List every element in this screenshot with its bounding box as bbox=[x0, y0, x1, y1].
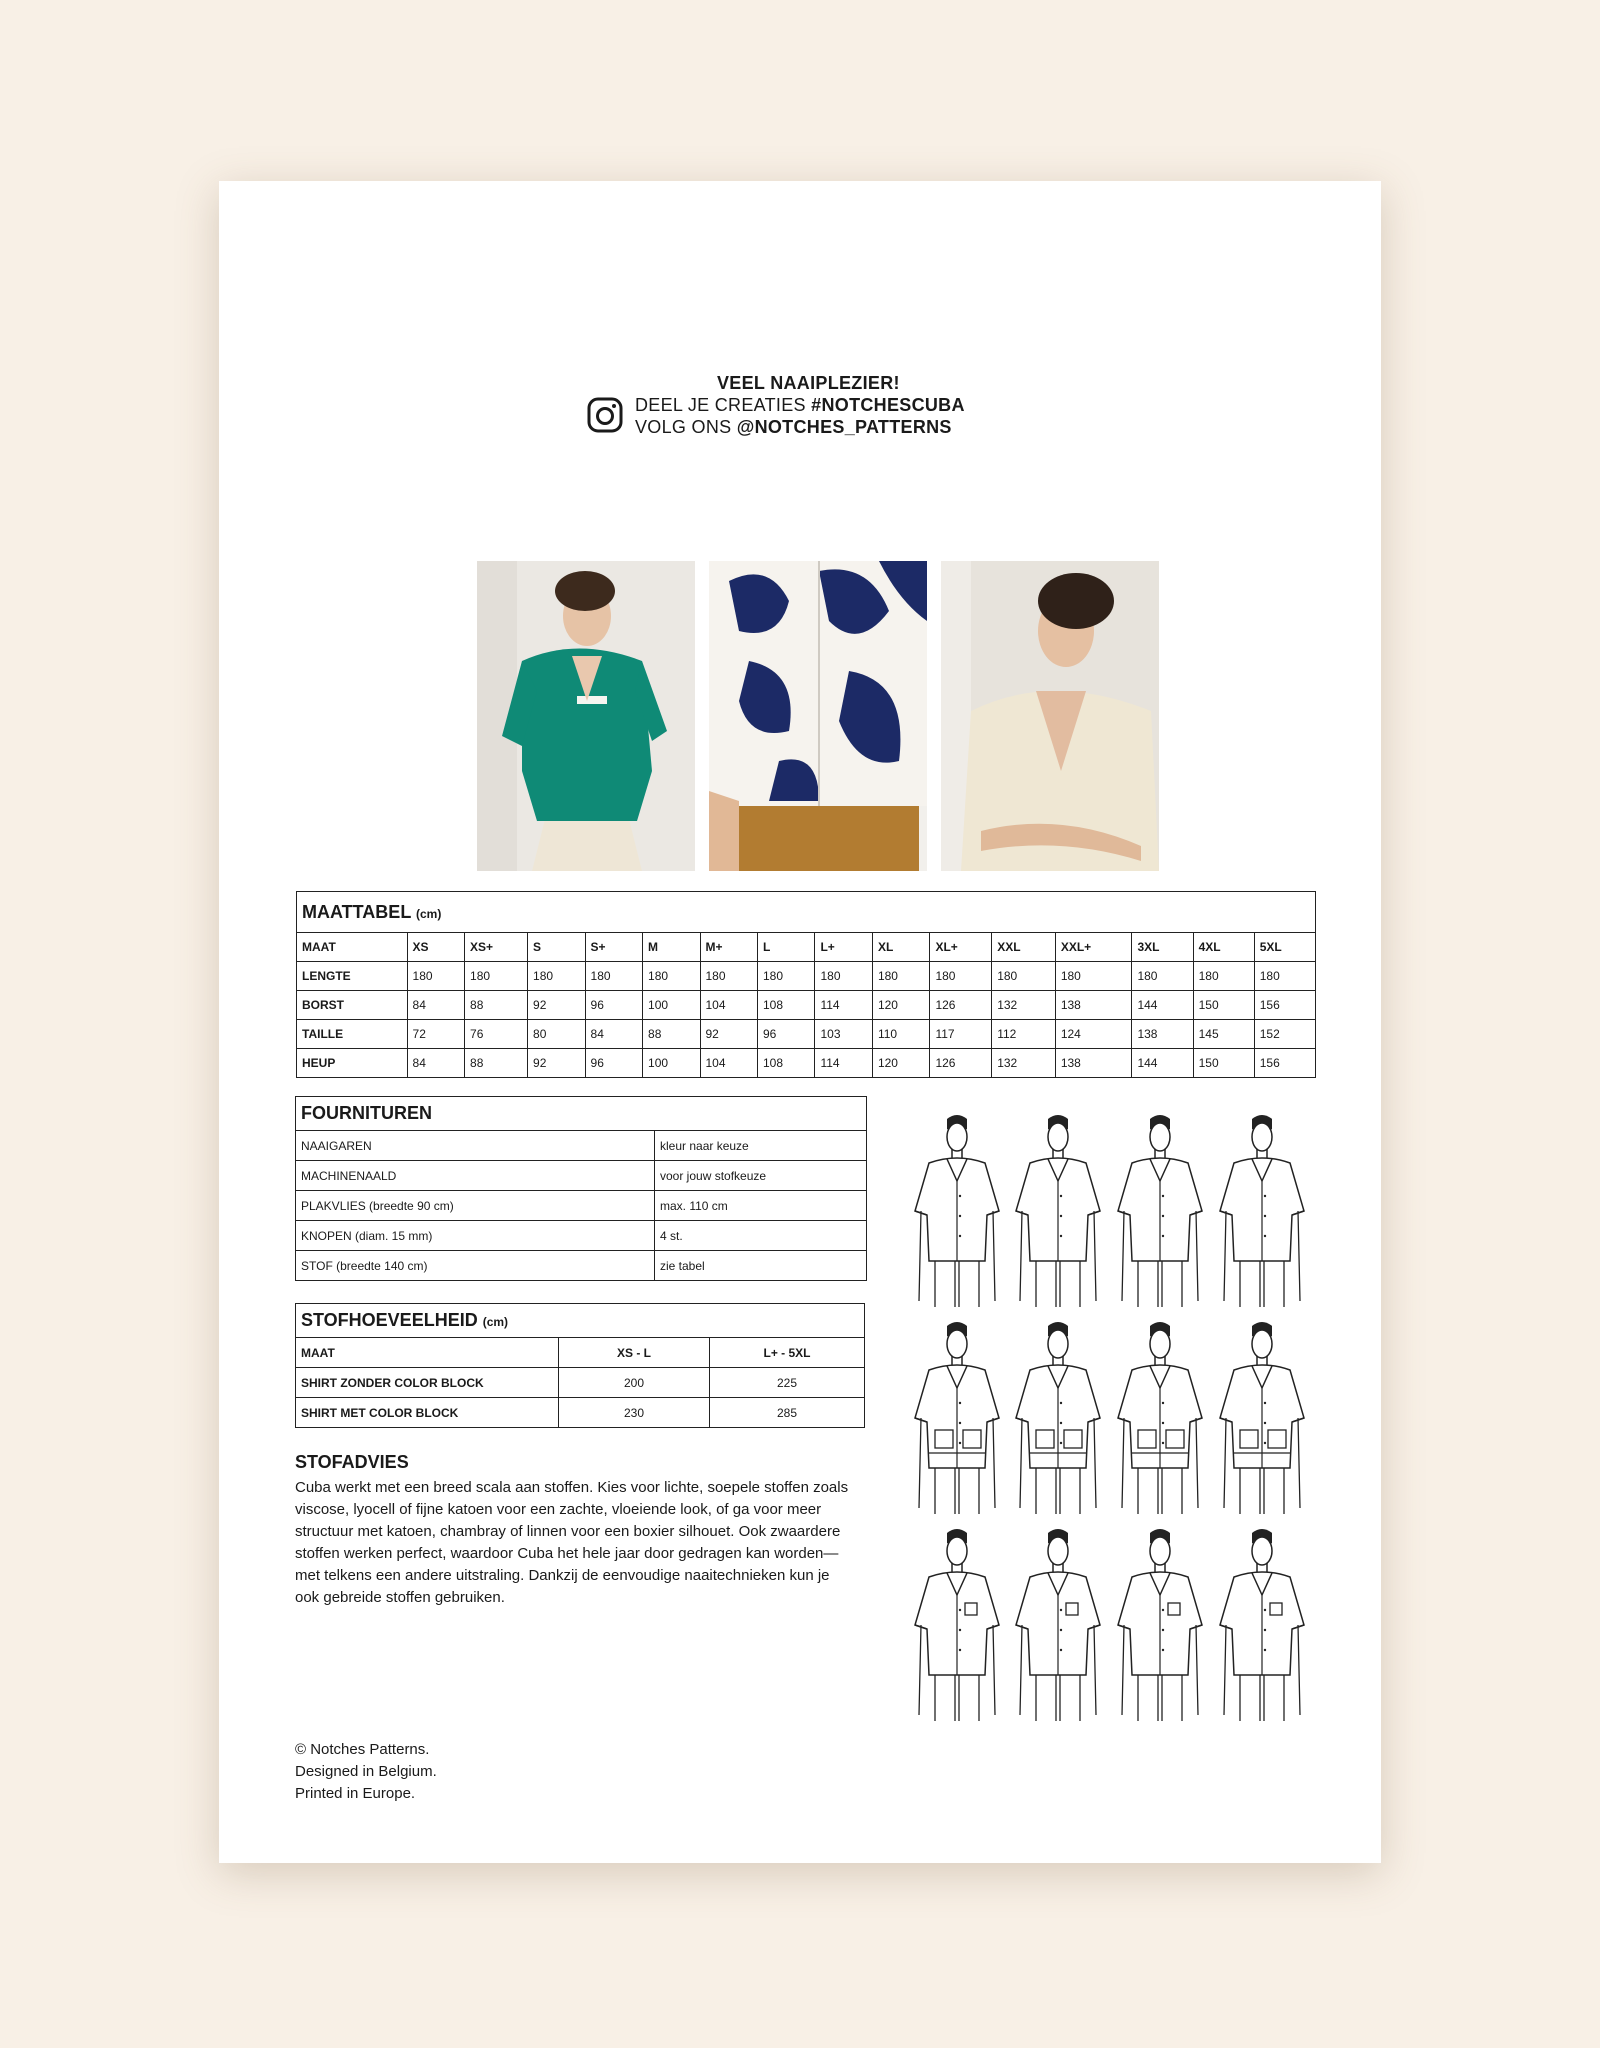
size-cell: 138 bbox=[1055, 1049, 1132, 1078]
size-cell: 100 bbox=[643, 991, 700, 1020]
shirt-sketch bbox=[1212, 1525, 1312, 1725]
size-cell: 103 bbox=[815, 1020, 872, 1049]
row-label: HEUP bbox=[297, 1049, 408, 1078]
notion-label: MACHINENAALD bbox=[296, 1161, 655, 1191]
size-row-lengte bbox=[297, 962, 1316, 991]
size-header-cell: M+ bbox=[700, 933, 757, 962]
size-cell: 80 bbox=[528, 1020, 585, 1049]
photo-cream-shirt bbox=[941, 561, 1159, 871]
size-cell: 110 bbox=[872, 1020, 929, 1049]
notion-value: 4 st. bbox=[655, 1221, 867, 1251]
size-header-cell: M bbox=[643, 933, 700, 962]
size-cell: 150 bbox=[1193, 1049, 1254, 1078]
shirt-sketch bbox=[1110, 1525, 1210, 1725]
fabric-label: SHIRT MET COLOR BLOCK bbox=[296, 1398, 559, 1428]
follow-line bbox=[635, 417, 952, 438]
size-cell: 124 bbox=[1055, 1020, 1132, 1049]
shirt-sketch bbox=[1212, 1111, 1312, 1311]
size-cell: 180 bbox=[1254, 962, 1315, 991]
size-cell: 96 bbox=[757, 1020, 814, 1049]
shirt-sketch bbox=[907, 1111, 1007, 1311]
size-cell: 76 bbox=[465, 1020, 528, 1049]
shirt-sketch bbox=[1008, 1525, 1108, 1725]
shirt-sketch bbox=[907, 1525, 1007, 1725]
fabric-row bbox=[296, 1398, 865, 1428]
notion-label: PLAKVLIES (breedte 90 cm) bbox=[296, 1191, 655, 1221]
shirt-sketch bbox=[1212, 1318, 1312, 1518]
size-cell: 114 bbox=[815, 991, 872, 1020]
notion-label: KNOPEN (diam. 15 mm) bbox=[296, 1221, 655, 1251]
size-cell: 96 bbox=[585, 1049, 642, 1078]
size-cell: 120 bbox=[872, 991, 929, 1020]
shirt-sketch bbox=[1110, 1318, 1210, 1518]
fabric-header-cell: MAAT bbox=[296, 1338, 559, 1368]
notion-value: voor jouw stofkeuze bbox=[655, 1161, 867, 1191]
fabric-value: 230 bbox=[559, 1398, 710, 1428]
size-cell: 180 bbox=[815, 962, 872, 991]
size-cell: 117 bbox=[930, 1020, 992, 1049]
notion-value: max. 110 cm bbox=[655, 1191, 867, 1221]
notions-row bbox=[296, 1251, 867, 1281]
share-prefix: DEEL JE CREATIES bbox=[635, 395, 812, 415]
size-cell: 180 bbox=[465, 962, 528, 991]
size-cell: 180 bbox=[1055, 962, 1132, 991]
size-cell: 84 bbox=[407, 991, 464, 1020]
pattern-sheet bbox=[219, 181, 1381, 1863]
size-cell: 92 bbox=[528, 991, 585, 1020]
size-row-taille bbox=[297, 1020, 1316, 1049]
size-header-cell: XS bbox=[407, 933, 464, 962]
size-cell: 84 bbox=[585, 1020, 642, 1049]
size-cell: 138 bbox=[1055, 991, 1132, 1020]
notions-row bbox=[296, 1221, 867, 1251]
photo-teal-shirt bbox=[477, 561, 695, 871]
size-cell: 145 bbox=[1193, 1020, 1254, 1049]
size-cell: 180 bbox=[585, 962, 642, 991]
size-cell: 92 bbox=[528, 1049, 585, 1078]
size-cell: 132 bbox=[992, 991, 1056, 1020]
size-table-title: MAATTABEL (cm) bbox=[297, 892, 1316, 933]
size-cell: 132 bbox=[992, 1049, 1056, 1078]
shirt-sketch bbox=[1008, 1111, 1108, 1311]
size-row-borst bbox=[297, 991, 1316, 1020]
notion-value: kleur naar keuze bbox=[655, 1131, 867, 1161]
designed-text: Designed in Belgium. bbox=[295, 1763, 437, 1780]
hashtag-text[interactable]: #NOTCHESCUBA bbox=[811, 395, 965, 415]
notion-label: NAAIGAREN bbox=[296, 1131, 655, 1161]
row-label: BORST bbox=[297, 991, 408, 1020]
size-header-cell: XXL+ bbox=[1055, 933, 1132, 962]
size-header-cell: L bbox=[757, 933, 814, 962]
size-cell: 96 bbox=[585, 991, 642, 1020]
fabric-header-cell: L+ - 5XL bbox=[710, 1338, 865, 1368]
size-cell: 104 bbox=[700, 991, 757, 1020]
size-cell: 88 bbox=[643, 1020, 700, 1049]
shirt-sketch bbox=[907, 1318, 1007, 1518]
size-cell: 88 bbox=[465, 1049, 528, 1078]
size-header-cell: S+ bbox=[585, 933, 642, 962]
fabric-value: 200 bbox=[559, 1368, 710, 1398]
fabric-value: 225 bbox=[710, 1368, 865, 1398]
footer bbox=[295, 1739, 437, 1805]
fabric-title: STOFHOEVEELHEID (cm) bbox=[296, 1304, 865, 1338]
follow-prefix: VOLG ONS bbox=[635, 417, 737, 437]
size-cell: 138 bbox=[1132, 1020, 1193, 1049]
size-cell: 180 bbox=[757, 962, 814, 991]
size-cell: 88 bbox=[465, 991, 528, 1020]
size-cell: 152 bbox=[1254, 1020, 1315, 1049]
fabric-header-cell: XS - L bbox=[559, 1338, 710, 1368]
size-cell: 126 bbox=[930, 991, 992, 1020]
fabric-amount-table bbox=[295, 1303, 865, 1428]
size-cell: 180 bbox=[872, 962, 929, 991]
size-cell: 180 bbox=[930, 962, 992, 991]
size-cell: 72 bbox=[407, 1020, 464, 1049]
greeting-text: VEEL NAAIPLEZIER! bbox=[717, 373, 900, 393]
notions-row bbox=[296, 1131, 867, 1161]
size-header-cell: L+ bbox=[815, 933, 872, 962]
notion-value: zie tabel bbox=[655, 1251, 867, 1281]
advice-text: Cuba werkt met een breed scala aan stoffen. Kies voor lichte, soepele stoffen zoals viscose, lyocell of fijne katoen voor een zachte, vloeiende look, of ga voor meer structuur met katoen, chambray of linnen voor een boxier silhouet. Ook zwaardere stoffen werken perfect, waardoor Cuba het hele jaar door gedragen kan worden—met telkens een andere uitstraling. Dankzij de eenvoudige naaitechnieken kun je ook gebreide stoffen gebruiken. bbox=[295, 1479, 849, 1606]
printed-text: Printed in Europe. bbox=[295, 1785, 416, 1802]
size-table-header-row bbox=[297, 933, 1316, 962]
share-line bbox=[635, 395, 965, 416]
copyright-text: © Notches Patterns. bbox=[295, 1741, 430, 1758]
size-header-cell: MAAT bbox=[297, 933, 408, 962]
advice-title: STOFADVIES bbox=[295, 1452, 409, 1472]
fabric-label: SHIRT ZONDER COLOR BLOCK bbox=[296, 1368, 559, 1398]
size-cell: 156 bbox=[1254, 991, 1315, 1020]
size-cell: 180 bbox=[992, 962, 1056, 991]
size-cell: 84 bbox=[407, 1049, 464, 1078]
size-cell: 180 bbox=[528, 962, 585, 991]
shirt-sketch bbox=[1008, 1318, 1108, 1518]
size-cell: 180 bbox=[643, 962, 700, 991]
shirt-sketch bbox=[1110, 1111, 1210, 1311]
size-header-cell: 3XL bbox=[1132, 933, 1193, 962]
fabric-header-row bbox=[296, 1338, 865, 1368]
notions-row bbox=[296, 1161, 867, 1191]
size-cell: 180 bbox=[1132, 962, 1193, 991]
handle-text[interactable]: @NOTCHES_PATTERNS bbox=[736, 417, 952, 437]
size-header-cell: XS+ bbox=[465, 933, 528, 962]
size-cell: 104 bbox=[700, 1049, 757, 1078]
size-cell: 108 bbox=[757, 1049, 814, 1078]
size-cell: 120 bbox=[872, 1049, 929, 1078]
size-header-cell: 5XL bbox=[1254, 933, 1315, 962]
size-cell: 92 bbox=[700, 1020, 757, 1049]
size-header-cell: 4XL bbox=[1193, 933, 1254, 962]
size-cell: 150 bbox=[1193, 991, 1254, 1020]
notions-row bbox=[296, 1191, 867, 1221]
size-cell: 144 bbox=[1132, 991, 1193, 1020]
size-header-cell: S bbox=[528, 933, 585, 962]
size-header-cell: XXL bbox=[992, 933, 1056, 962]
fabric-value: 285 bbox=[710, 1398, 865, 1428]
size-cell: 114 bbox=[815, 1049, 872, 1078]
row-label: TAILLE bbox=[297, 1020, 408, 1049]
instagram-icon[interactable] bbox=[587, 397, 623, 433]
notions-title: FOURNITUREN bbox=[296, 1097, 867, 1131]
size-header-cell: XL+ bbox=[930, 933, 992, 962]
row-label: LENGTE bbox=[297, 962, 408, 991]
size-cell: 156 bbox=[1254, 1049, 1315, 1078]
notions-table bbox=[295, 1096, 867, 1281]
size-cell: 112 bbox=[992, 1020, 1056, 1049]
size-row-heup bbox=[297, 1049, 1316, 1078]
notion-label: STOF (breedte 140 cm) bbox=[296, 1251, 655, 1281]
fabric-row bbox=[296, 1368, 865, 1398]
size-cell: 100 bbox=[643, 1049, 700, 1078]
size-cell: 180 bbox=[407, 962, 464, 991]
size-cell: 180 bbox=[1193, 962, 1254, 991]
size-cell: 180 bbox=[700, 962, 757, 991]
photo-print-shirt bbox=[709, 561, 927, 871]
size-table bbox=[296, 891, 1316, 1078]
size-header-cell: XL bbox=[872, 933, 929, 962]
size-cell: 108 bbox=[757, 991, 814, 1020]
size-cell: 126 bbox=[930, 1049, 992, 1078]
size-cell: 144 bbox=[1132, 1049, 1193, 1078]
